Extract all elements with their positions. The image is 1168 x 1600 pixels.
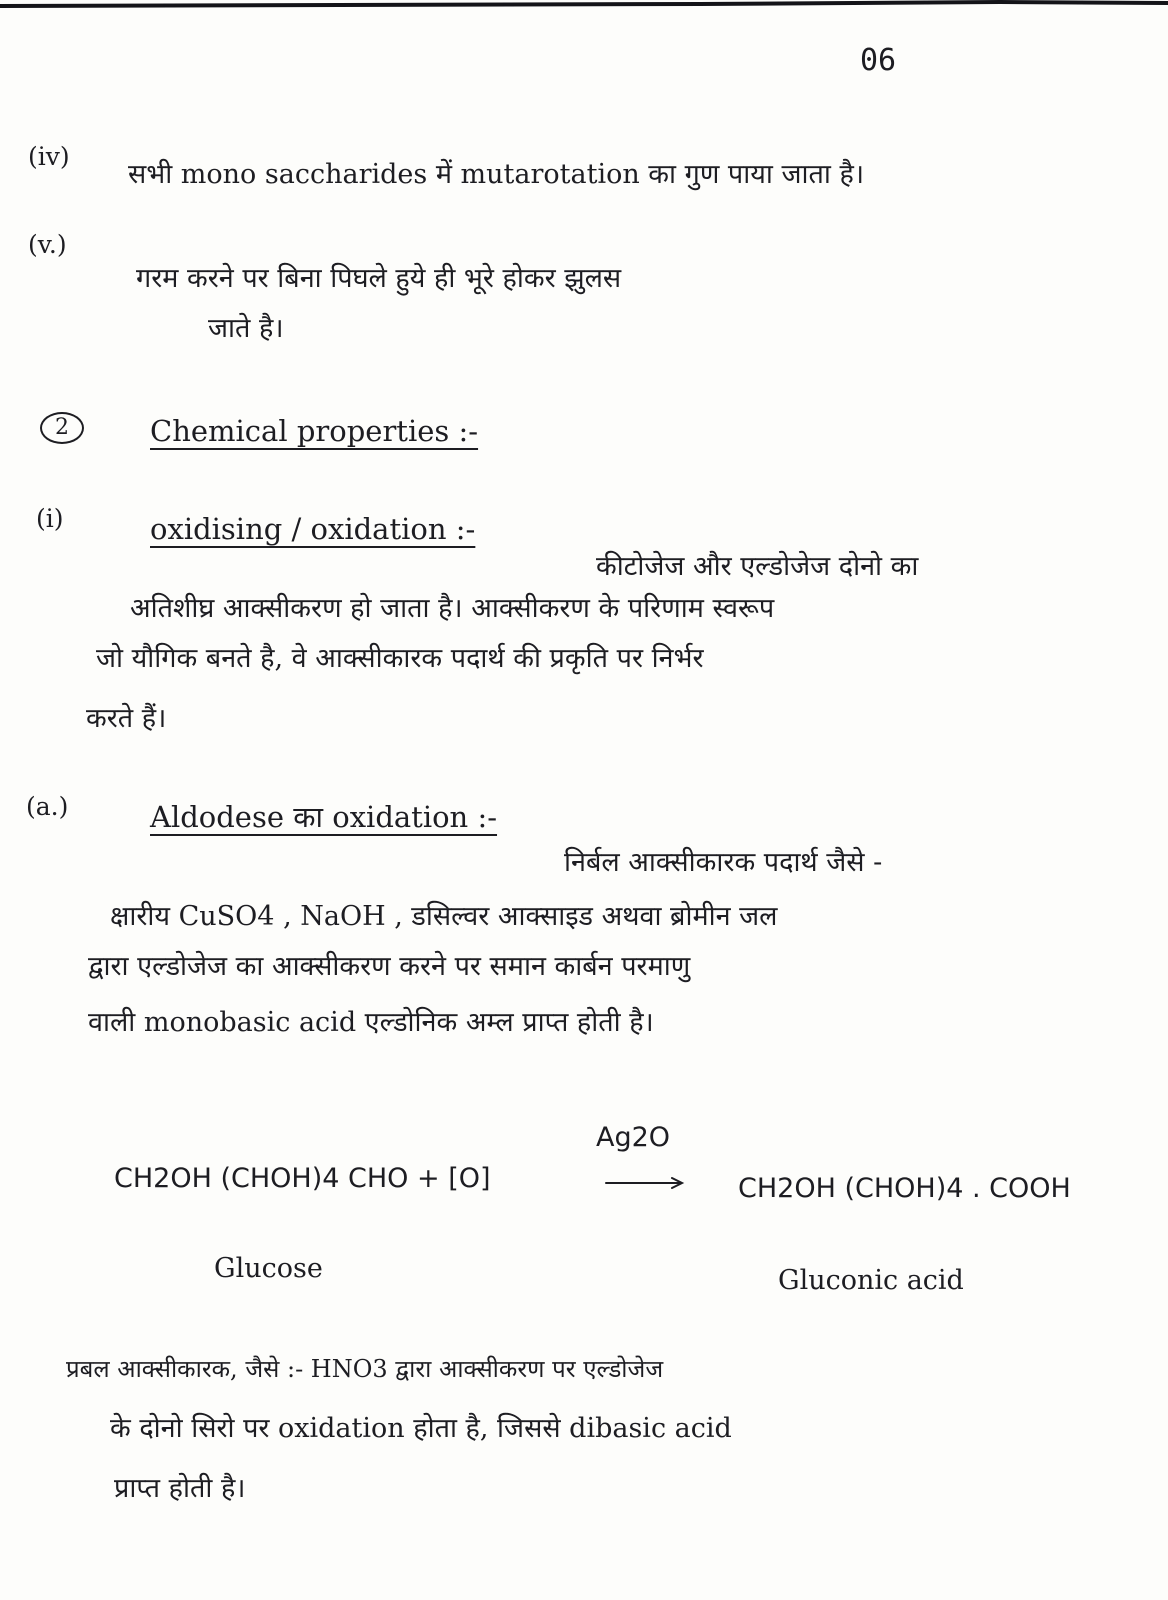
aldodese-line2: क्षारीय CuSO4 , NaOH , डसिल्वर आक्साइड अथवा ब्रोमीन जल (110, 901, 778, 932)
oxidation-line1: कीटोजेज और एल्डोजेज दोनो का (596, 551, 919, 582)
oxidation-line3: जो यौगिक बनते है, वे आक्सीकारक पदार्थ की प्रकृति पर निर्भर (96, 643, 704, 674)
aldodese-line1: निर्बल आक्सीकारक पदार्थ जैसे - (564, 847, 883, 878)
strong-oxidation-line1: प्रबल आक्सीकारक, जैसे :- HNO3 द्वारा आक्सीकरण पर एल्डोजेज (66, 1355, 664, 1383)
aldodese-line3: द्वारा एल्डोजेज का आक्सीकरण करने पर समान कार्बन परमाणु (88, 951, 691, 982)
item-iv-text: सभी mono saccharides में mutarotation का गुण पाया जाता है। (128, 159, 865, 190)
equation-catalyst: Ag2O (596, 1122, 671, 1153)
equation-product: CH2OH (CHOH)4 . COOH (738, 1173, 1071, 1204)
strong-oxidation-line2: के दोनो सिरो पर oxidation होता है, जिससे dibasic acid (110, 1413, 732, 1444)
sub-a-marker: (a.) (26, 792, 69, 821)
item-v-marker: (v.) (28, 230, 67, 259)
oxidation-line2: अतिशीघ्र आक्सीकरण हो जाता है। आक्सीकरण के परिणाम स्वरूप (130, 593, 775, 624)
equation-reactant: CH2OH (CHOH)4 CHO + [O] (114, 1163, 491, 1194)
top-border-line (0, 0, 1168, 10)
item-iv-marker: (iv) (28, 142, 70, 171)
aldodese-line4: वाली monobasic acid एल्डोनिक अम्ल प्राप्त होती है। (88, 1007, 654, 1038)
sub-i-marker: (i) (36, 504, 64, 533)
equation-product-name: Gluconic acid (778, 1265, 964, 1296)
section-number-circle: 2 (40, 412, 84, 444)
oxidation-heading: oxidising / oxidation :- (150, 512, 476, 546)
oxidation-line4: करते हैं। (86, 703, 167, 734)
item-v-line2: जाते है। (208, 313, 284, 344)
page-number: 06 (860, 43, 897, 78)
equation-reactant-name: Glucose (214, 1253, 323, 1284)
item-v-line1: गरम करने पर बिना पिघले हुये ही भूरे होकर झुलस (136, 263, 622, 294)
reaction-arrow-icon (604, 1176, 686, 1190)
chemical-properties-heading: Chemical properties :- (150, 414, 479, 448)
aldodese-oxidation-heading: Aldodese का oxidation :- (150, 800, 498, 834)
strong-oxidation-line3: प्राप्त होती है। (114, 1473, 246, 1504)
